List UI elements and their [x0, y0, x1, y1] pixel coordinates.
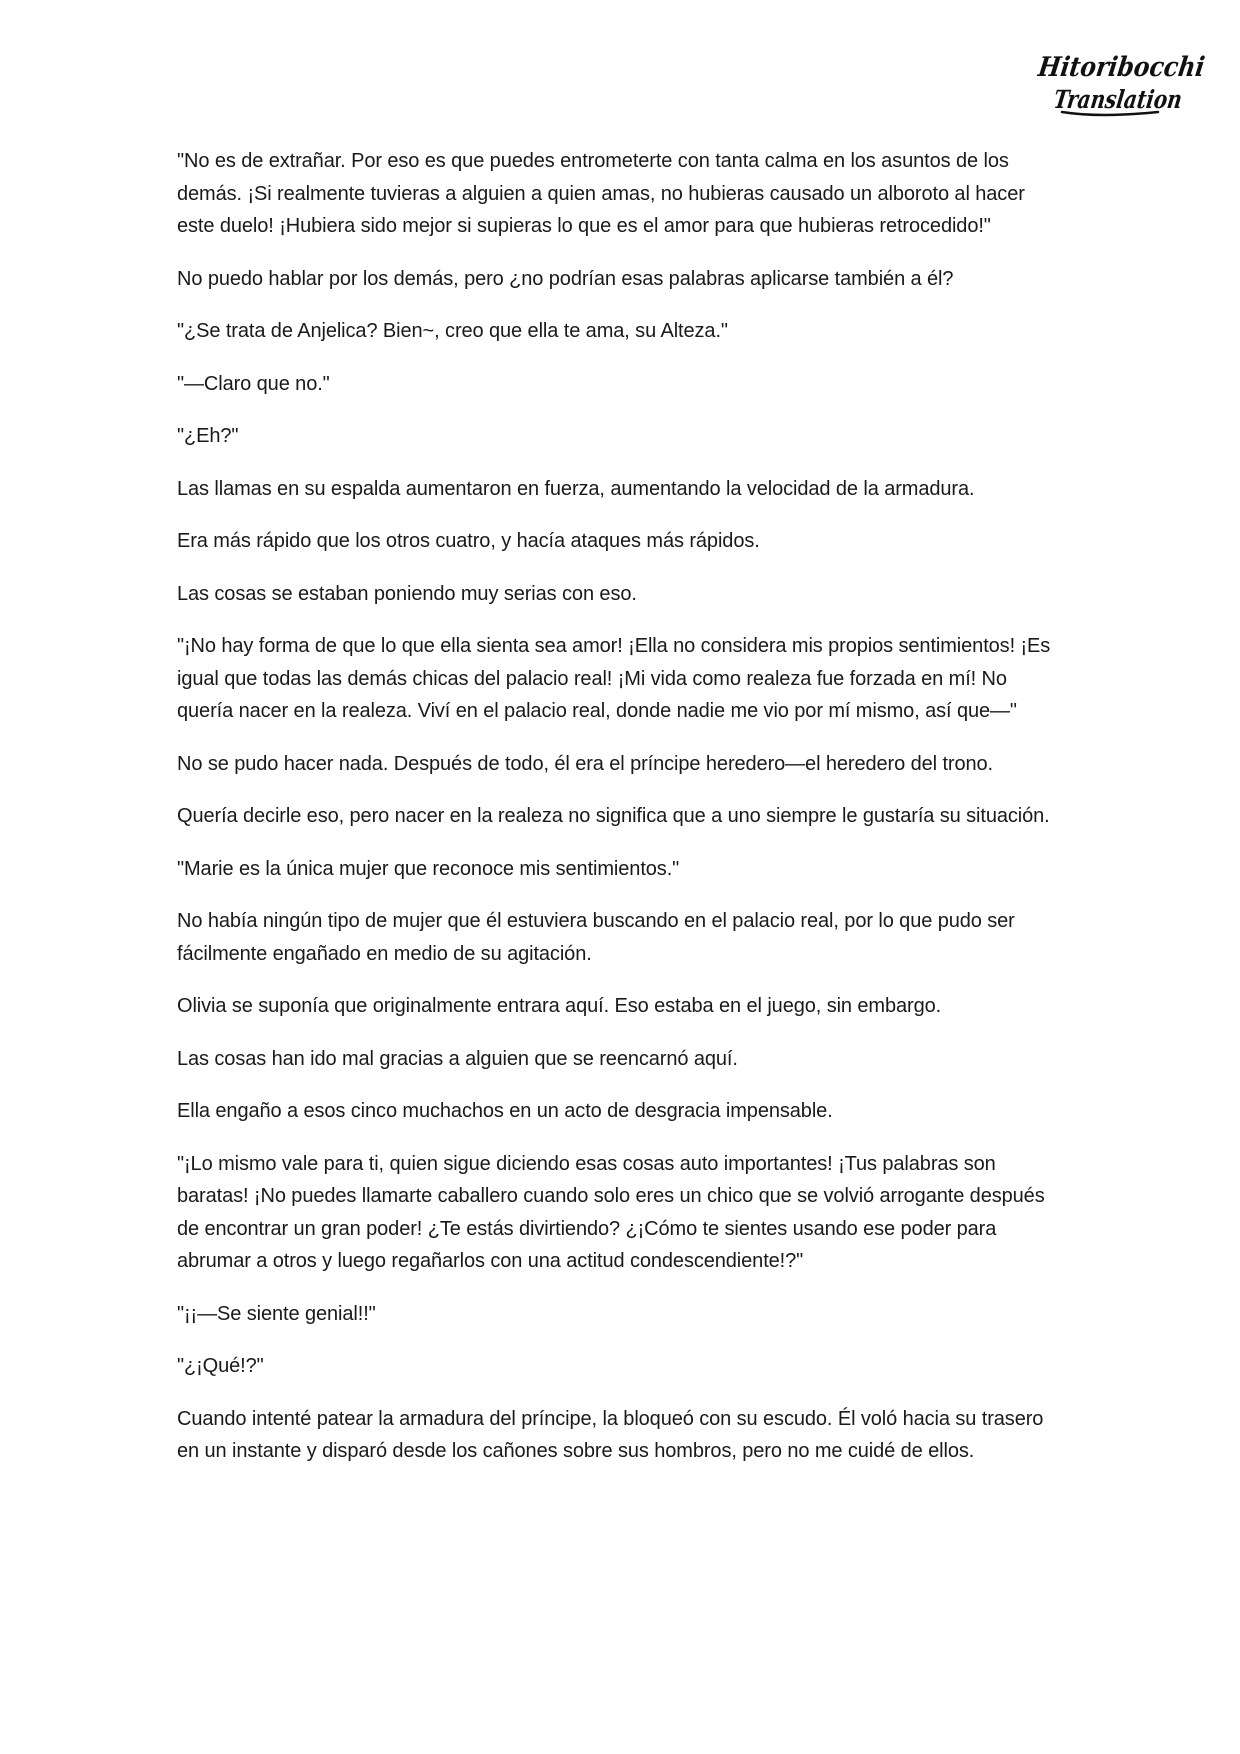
document-body [177, 145, 1067, 1488]
paragraph: "No es de extrañar. Por eso es que puedes entrometerte con tanta calma en los asuntos de los demás. ¡Si realmente tuvieras a alguien a quien amas, no hubieras causado un alboroto al hacer este duelo! ¡Hubiera sido mejor si supieras lo que es el amor para que hubieras retrocedido!" [177, 150, 1025, 237]
paragraph: "¿¡Qué!?" [177, 1355, 264, 1377]
paragraph: "¿Se trata de Anjelica? Bien~, creo que ella te ama, su Alteza." [177, 320, 728, 342]
paragraph: Olivia se suponía que originalmente entrara aquí. Eso estaba en el juego, sin embargo. [177, 995, 942, 1017]
paragraph: No se pudo hacer nada. Después de todo, él era el príncipe heredero—el heredero del trono. [177, 752, 993, 775]
logo-line-1: Hitoribocchi [1036, 52, 1231, 83]
paragraph: "¡Lo mismo vale para ti, quien sigue diciendo esas cosas auto importantes! ¡Tus palabras son baratas! ¡No puedes llamarte caballero cuando solo eres un chico que se volvió arrogante después de encontrar un gran poder! ¿Te estás divirtiendo? ¿¡Cómo te sientes usando ese poder para abrumar a otros y luego regañarlos con una actitud condescendiente!?" [177, 1152, 1045, 1272]
paragraph: Las cosas se estaban poniendo muy serias con eso. [177, 582, 637, 605]
paragraph: No puedo hablar por los demás, pero ¿no podrían esas palabras aplicarse también a él? [177, 267, 954, 290]
paragraph: Ella engaño a esos cinco muchachos en un acto de desgracia impensable. [177, 1100, 833, 1122]
paragraph: No había ningún tipo de mujer que él estuviera buscando en el palacio real, por lo que pudo ser fácilmente engañado en medio de su agitación. [177, 910, 1015, 965]
paragraph: "¿Eh?" [177, 425, 239, 447]
paragraph: "Marie es la única mujer que reconoce mis sentimientos." [177, 857, 680, 880]
paragraph: Las cosas han ido mal gracias a alguien que se reencarnó aquí. [177, 1047, 738, 1070]
paragraph: Era más rápido que los otros cuatro, y hacía ataques más rápidos. [177, 530, 760, 552]
paragraph: "—Claro que no." [177, 372, 330, 395]
logo-line-2: Translation [1051, 84, 1216, 114]
paragraph: "¡¡—Se siente genial!!" [177, 1302, 376, 1325]
paragraph: "¡No hay forma de que lo que ella sienta sea amor! ¡Ella no considera mis propios sentimientos! ¡Es igual que todas las demás chicas del palacio real! ¡Mi vida como realeza fue forzada en mí! No quería nacer en la realeza. Viví en el palacio real, donde nadie me vio por mí mismo, así que—" [177, 635, 1051, 722]
hitoribocchi-translation-logo [1036, 42, 1231, 124]
paragraph: Quería decirle eso, pero nacer en la realeza no significa que a uno siempre le gustaría su situación. [177, 805, 1050, 827]
paragraph: Las llamas en su espalda aumentaron en fuerza, aumentando la velocidad de la armadura. [177, 477, 975, 500]
paragraph: Cuando intenté patear la armadura del príncipe, la bloqueó con su escudo. Él voló hacia su trasero en un instante y disparó desde los cañones sobre sus hombros, pero no me cuidé de ellos. [177, 1407, 1044, 1462]
logo-graphic [1036, 42, 1231, 124]
